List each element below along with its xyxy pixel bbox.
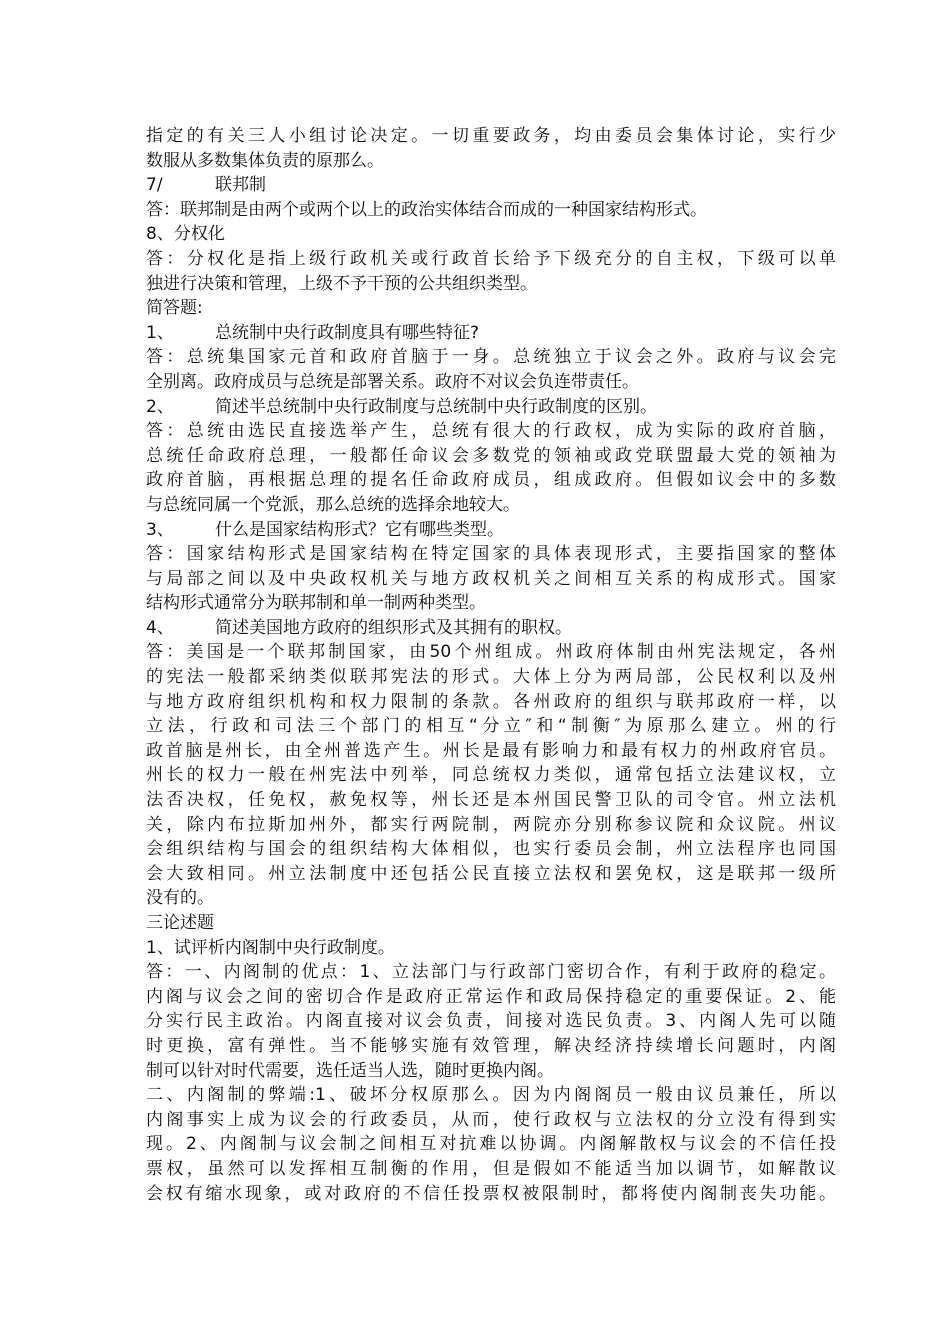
question-heading-3 [146, 518, 836, 543]
answer-line: 结构形式通常分为联邦制和单一制两种类型。 [146, 593, 486, 614]
question-title: 简述美国地方政府的组织形式及其拥有的职权。 [215, 617, 572, 638]
answer-line: 答：分权化是指上级行政机关或行政首长给予下级充分的自主权，下级可以单 [146, 248, 836, 269]
answer-line: 会权有缩水现象，或对政府的不信任投票权被限制时，都将使内阁制丧失功能。 [146, 1183, 836, 1204]
paragraph-line: 数服从多数集体负责的原那么。 [146, 150, 384, 171]
answer-line: 答：联邦制是由两个或两个以上的政治实体结合而成的一种国家结构形式。 [146, 199, 707, 220]
answer-line: 答：总统由选民直接选举产生，总统有很大的行政权，成为实际的政府首脑， [146, 421, 836, 442]
question-heading-1 [146, 321, 836, 346]
question-number: 4、 [146, 617, 174, 638]
answer-line: 答：美国是一个联邦制国家，由50个州组成。州政府体制由州宪法规定，各州 [146, 642, 836, 663]
question-heading-4 [146, 616, 836, 641]
answer-line: 时更换，富有弹性。当不能够实施有效管理，解决经济持续增长问题时，内阁 [146, 1035, 836, 1056]
answer-line: 票权，虽然可以发挥相互制衡的作用，但是假如不能适当加以调节，如解散议 [146, 1158, 836, 1179]
answer-line: 现。2、内阁制与议会制之间相互对抗难以协调。内阁解散权与议会的不信任投 [146, 1134, 836, 1155]
question-heading-2 [146, 395, 836, 420]
question-title: 总统制中央行政制度具有哪些特征? [215, 322, 480, 343]
answer-line: 州长的权力一般在州宪法中列举，同总统权力类似，通常包括立法建议权，立 [146, 765, 836, 786]
paragraph-line: 指定的有关三人小组讨论决定。一切重要政务，均由委员会集体讨论，实行少 [146, 126, 836, 146]
term-heading-7 [146, 173, 836, 198]
answer-line: 与地方政府组织机构和权力限制的条款。各州政府的组织与联邦政府一样，以 [146, 691, 836, 712]
answer-line: 答：国家结构形式是国家结构在特定国家的具体表现形式，主要指国家的整体 [146, 544, 836, 565]
term-number: 7/ [146, 175, 163, 196]
answer-line: 内阁与议会之间的密切合作是政府正常运作和政局保持稳定的重要保证。2、能 [146, 986, 836, 1007]
answer-line: 独进行决策和管理，上级不予干预的公共组织类型。 [146, 273, 537, 294]
answer-line: 法否决权，任免权，赦免权等，州长还是本州国民警卫队的司令官。州立法机 [146, 790, 836, 811]
document-page [146, 124, 836, 1206]
term-title: 联邦制 [215, 175, 266, 196]
answer-line: 立法，行政和司法三个部门的相互“分立″和“制衡″为原那么建立。州的行 [146, 716, 836, 737]
answer-line: 的宪法一般都采纳类似联邦宪法的形式。大体上分为两局部，公民权利以及州 [146, 667, 836, 688]
answer-line: 会组织结构与国会的组织结构大体相似，也实行委员会制，州立法程序也同国 [146, 839, 836, 860]
answer-line: 会大致相同。州立法制度中还包括公民直接立法权和罢免权，这是联邦一级所 [146, 863, 836, 884]
answer-line: 内阁事实上成为议会的行政委员，从而，使行政权与立法权的分立没有得到实 [146, 1109, 836, 1130]
answer-line: 政首脑是州长，由全州普选产生。州长是最有影响力和最有权力的州政府官员。 [146, 740, 836, 761]
answer-line: 与局部之间以及中央政权机关与地方政权机关之间相互关系的构成形式。国家 [146, 568, 836, 589]
section-heading-essay: 三论述题 [146, 913, 214, 933]
answer-line: 答：一、内阁制的优点：1、立法部门与行政部门密切合作，有利于政府的稳定。 [146, 962, 836, 983]
answer-line: 二、内阁制的弊端:1、破坏分权原那么。因为内阁阁员一般由议员兼任，所以 [146, 1085, 836, 1106]
question-title: 什么是国家结构形式？它有哪些类型。 [215, 519, 504, 540]
question-number: 2、 [146, 396, 174, 417]
answer-line: 没有的。 [146, 888, 214, 909]
answer-line: 全别离。政府成员与总统是部署关系。政府不对议会负连带责任。 [146, 371, 639, 392]
question-title: 简述半总统制中央行政制度与总统制中央行政制度的区别。 [215, 396, 657, 417]
answer-line: 答：总统集国家元首和政府首脑于一身。总统独立于议会之外。政府与议会完 [146, 347, 836, 368]
answer-line: 关，除内布拉斯加州外，都实行两院制，两院亦分别称参议院和众议院。州议 [146, 814, 836, 835]
answer-line: 总统任命政府总理，一般都任命议会多数党的领袖或政党联盟最大党的领袖为 [146, 445, 836, 466]
question-number: 3、 [146, 519, 174, 540]
section-heading-short-answer: 简答题: [146, 298, 203, 319]
answer-line: 与总统同属一个党派，那么总统的选择余地较大。 [146, 494, 520, 515]
question-number: 1、 [146, 322, 174, 343]
answer-line: 分实行民主政治。内阁直接对议会负责，间接对选民负责。3、内阁人先可以随 [146, 1011, 836, 1032]
essay-question-1: 1、试评析内阁制中央行政制度。 [146, 937, 395, 958]
term-heading-8: 8、分权化 [146, 224, 225, 245]
answer-line: 政府首脑，再根据总理的提名任命政府成员，组成政府。但假如议会中的多数 [146, 470, 836, 491]
answer-line: 制可以针对时代需要，选任适当人选，随时更换内阁。 [146, 1060, 554, 1081]
